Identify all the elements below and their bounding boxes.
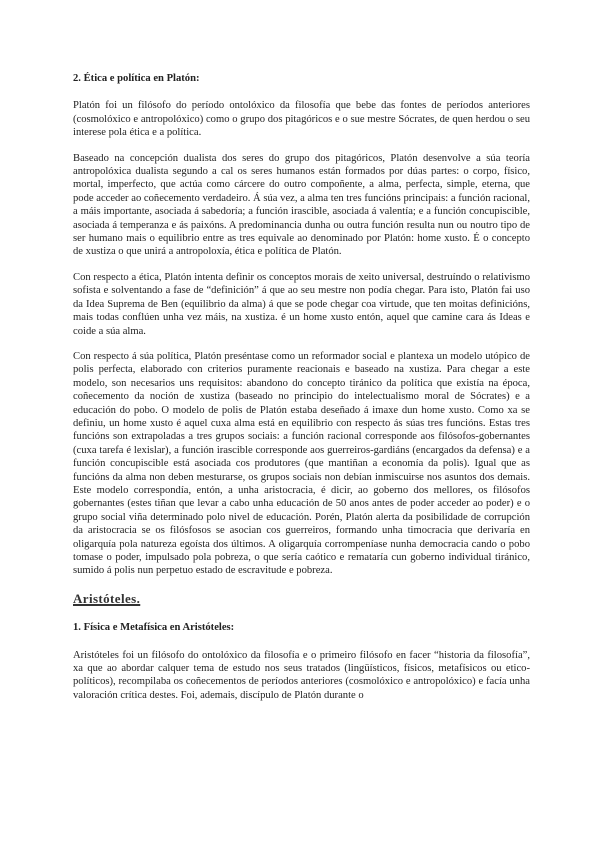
paragraph-politics: Con respecto á súa política, Platón preséntase como un reformador social e plantexa un modelo utópico de polis perfecta, elaborado con criterios puramente reacionais e baseado na xustiza. Para chegar a este modelo, son necesarios uns requisitos: abandono do concepto tiránico da política que existía na época, coñecemento da noción de xustiza (baseado no principio do intelectualismo moral de Sócrates) e a educación do pobo. O modelo de polis de Platón estaba deseñado á imaxe dun home xusto. Como xa se definiu, un home xusto é aquel cuxa alma está en equilibrio con respecto ás súas tres funcións. Estas tres funcións son extrapoladas a tres grupos sociais: a función racional corresponde aos filósofos-gobernantes (cuxa tarefa é lexislar), a función irascible corresponde aos guerreiros-gardiáns (encargados da defensa) e a función concupiscible está asociada cos produtores (que mantiñan a economía da polis). Igual que as funcións da alma non deben mesturarse, os grupos sociais non debían inmiscuirse nos asuntos dos demais. Este modelo correspondía, entón, a unha aristocracia, é dicir, ao goberno dos mellores, os filósofos gobernantes (estes tiñan que levar a cabo unha educación de 50 anos antes de poder acceder ao poder) e o grupo social viña determinado polo nivel de educación. Porén, Platón alerta da posibilidade de corrupción da aristocracia se os filósfosos se asocian cos guerreiros, formando unha timocracia que derivaría en oligarquía pola natureza egoísta dos últimos. A oligarquía corrompeníase nunha democracia cando o pobo tomase o poder, impulsado pola pobreza, o que sería caótico e remataría cun goberno individual tiránico, sumido á polis nun perpetuo estado de escravitude e pobreza. [73,350,530,577]
heading-physics-metaphysics: 1. Física e Metafísica en Aristóteles: [73,622,235,634]
paragraph-dualism: Baseado na concepción dualista dos seres do grupo dos pitagóricos, Platón desenvolve a súa teoría antropolóxica dualista segundo a cal os seres humanos están formados por dúas partes: o corpo, físico, mortal, imperfecto, que actúa como cárcere do outro compoñente, a alma, perfecta, simple, eterna, que pode acceder ao coñecemento verdadeiro. Á súa vez, a alma ten tres funcións principais: a función racional, a máis importante, asociada á sabedoría; a función irascible, asociada á valentía; e a función concupiscible, asociada á temperanza e ás paixóns. A predominancia dunha ou outra función resulta nun ou noutro tipo de ser humano mais o equilibrio entre as tres equivale ao denominado por Platón: home xusto. É o concepto de xustiza o que unirá a antropoloxía, ética e política de Platón. [73,152,530,258]
paragraph-intro: Platón foi un filósofo do período ontolóxico da filosofía que bebe das fontes de períodos anteriores (cosmolóxico e antropolóxico) como o grupo dos pitagóricos e o sue mestre Sócrates, de quen herdou o seu interese pola ética e a política. [73,100,530,139]
paragraph-aristotle-intro: Aristóteles foi un filósofo do ontolóxico da filosofía e o primeiro filósofo en facer “historia da filosofía”, xa que ao abordar calquer tema de estudo nos seus tratados (lingüísticos, físicos, metafísicos ou etico-políticos), recompilaba os coñecementos de períodos anteriores (cosmolóxico e antropolóxico) e facía unha valoración crítica destes. Foi, ademais, discípulo de Platón durante o [73,649,530,701]
heading-ethics-politics: 2. Ética e política en Platón: [73,73,200,84]
paragraph-ethics: Con respecto a ética, Platón intenta definir os conceptos morais de xeito universal, destruíndo o relativismo sofista e solventando a fase de “definición” á que ao seu mestre non podía chegar. Para isto, Platón fai uso da Idea Suprema de Ben (equilibrio da alma) á que se pode chegar coa virtude, que ten moitas definicións, mais todas conflúen unha vez máis, na xustiza. é un home xusto entón, aquel que camine cara ás Ideas e coide a súa alma. [73,271,530,337]
section-title-aristotle: Aristóteles. [73,590,141,606]
